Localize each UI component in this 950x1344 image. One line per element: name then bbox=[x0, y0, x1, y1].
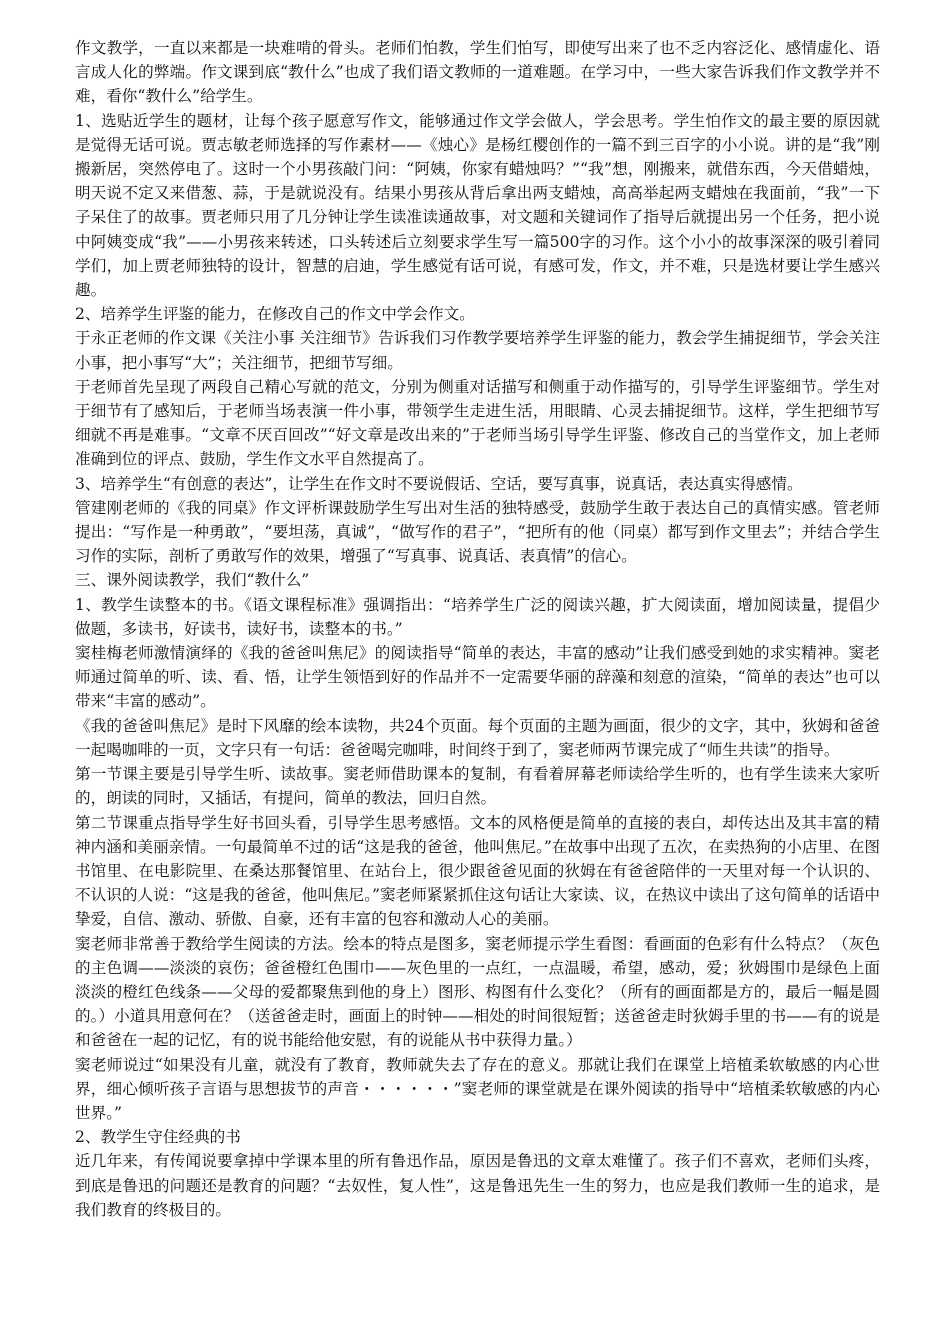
paragraph-yu-detail: 于老师首先呈现了两段自己精心写就的范文，分别为侧重对话描写和侧重于动作描写的，引导学生评鉴细节。学生对于细节有了感知后，于老师当场表演一件小事，带领学生走进生活，用眼睛、心灵去捕捉细节。这样，学生把细节写细就不再是难事。“文章不厌百回改”“好文章是改出来的”于老师当场引导学生评鉴、修改自己的当堂作文，加上老师准确到位的评点、鼓励，学生作文水平自然提高了。 bbox=[75, 377, 880, 469]
paragraph-dou-intro: 窦桂梅老师激情演绎的《我的爸爸叫焦尼》的阅读指导“简单的表达，丰富的感动”让我们感受到她的求实精神。窦老师通过简单的听、读、看、悟，让学生领悟到好的作品并不一定需要华丽的辞藻和刻意的渲染，“简单的表达”也可以带来“丰富的感动”。 bbox=[75, 644, 880, 711]
paragraph-yu-intro: 于永正老师的作文课《关注小事 关注细节》告诉我们习作教学要培养学生评鉴的能力，教会学生捕捉细节，学会关注小事，把小事写“大”；关注细节，把细节写细。 bbox=[75, 329, 880, 372]
paragraph-reading-1: 1、教学生读整本的书。《语文课程标准》强调指出：“培养学生广泛的阅读兴趣，扩大阅读面，增加阅读量，提倡少做题，多读书，好读书，读好书，读整本的书。” bbox=[75, 595, 880, 638]
paragraph-reading-method: 窦老师非常善于教给学生阅读的方法。绘本的特点是图多，窦老师提示学生看图：看画面的色彩有什么特点？（灰色的主色调——淡淡的哀伤；爸爸橙红色围巾——灰色里的一点红，一点温暖，希望，感动，爱；狄姆围巾是绿色上面淡淡的橙红色线条——父母的爱都聚焦到他的身上）图形、构图有什么变化？（所有的画面都是方的，最后一幅是圆的。）小道具用意何在？（送爸爸走时，画面上的时钟——相处的时间很短暂；送爸爸走时狄姆手里的书——有的说是和爸爸在一起的记忆，有的说书能给他安慰，有的说能从书中获得力量。） bbox=[75, 934, 880, 1050]
paragraph-intro: 作文教学，一直以来都是一块难啃的骨头。老师们怕教，学生们怕写，即使写出来了也不乏内容泛化、感情虚化、语言成人化的弊端。作文课到底“教什么”也成了我们语文教师的一道难题。在学习中，一些大家告诉我们作文教学并不难，看你“教什么”给学生。 bbox=[75, 39, 880, 106]
paragraph-lesson-2: 第二节课重点指导学生好书回头看，引导学生思考感悟。文本的风格便是简单的直接的表白，却传达出及其丰富的精神内涵和美丽亲情。一句最简单不过的话“这是我的爸爸，他叫焦尼。”在故事中出现了五次，在卖热狗的小店里、在图书馆里、在电影院里、在桑达那餐馆里、在站台上，很少跟爸爸见面的狄姆在有爸爸陪伴的一天里对每一个认识的、不认识的人说：“这是我的爸爸，他叫焦尼。”窦老师紧紧抓住这句话让大家读、议，在热议中读出了这句简单的话语中挚爱，自信、激动、骄傲、自豪，还有丰富的包容和激动人心的美丽。 bbox=[75, 813, 880, 929]
paragraph-reading-2-heading: 2、教学生守住经典的书 bbox=[75, 1128, 241, 1147]
document-body bbox=[75, 36, 880, 1222]
section-heading-3: 三、课外阅读教学，我们“教什么” bbox=[75, 571, 310, 590]
paragraph-point-2-heading: 2、培养学生评鉴的能力，在修改自己的作文中学会作文。 bbox=[75, 305, 475, 324]
paragraph-point-1: 1、选贴近学生的题材，让每个孩子愿意写作文，能够通过作文学会做人，学会思考。学生怕作文的最主要的原因就是觉得无话可说。贾志敏老师选择的写作素材——《烛心》是杨红樱创作的一篇不到三百字的小小说。讲的是“我”刚搬新居，突然停电了。这时一个小男孩敲门问：“阿姨，你家有蜡烛吗？”“我”想，刚搬来，就借东西，今天借蜡烛，明天说不定又来借葱、蒜，于是就说没有。结果小男孩从背后拿出两支蜡烛，高高举起两支蜡烛在我面前，“我”一下子呆住了的故事。贾老师只用了几分钟让学生读准读通故事，对文题和关键词作了指导后就提出另一个任务，把小说中阿姨变成“我”——小男孩来转述，口头转述后立刻要求学生写一篇500字的习作。这个小小的故事深深的吸引着同学们，加上贾老师独特的设计，智慧的启迪，学生感觉有话可说，有感可发，作文，并不难，只是选材要让学生感兴趣。 bbox=[75, 111, 880, 300]
paragraph-guan: 管建刚老师的《我的同桌》作文评析课鼓励学生写出对生活的独特感受，鼓励学生敢于表达自己的真情实感。管老师提出：“写作是一种勇敢”，“要坦荡，真诚”，“做写作的君子”，“把所有的他（同桌）都写到作文里去”；并结合学生习作的实际，剖析了勇敢写作的效果，增强了“写真事、说真话、表真情”的信心。 bbox=[75, 498, 880, 566]
paragraph-point-3-heading: 3、培养学生“有创意的表达”，让学生在作文时不要说假话、空话，要写真事，说真话，表达真实得感情。 bbox=[75, 474, 803, 493]
paragraph-lesson-1: 第一节课主要是引导学生听、读故事。窦老师借助课本的复制，有看着屏幕老师读给学生听的，也有学生读来大家听的，朗读的同时，又插话，有提问，简单的教法，回归自然。 bbox=[75, 765, 880, 808]
paragraph-luxun: 近几年来，有传闻说要拿掉中学课本里的所有鲁迅作品，原因是鲁迅的文章太难懂了。孩子们不喜欢，老师们头疼，到底是鲁迅的问题还是教育的问题？“去奴性，复人性”，这是鲁迅先生一生的努力，也应是我们教师一生的追求，是我们教育的终极目的。 bbox=[75, 1152, 880, 1219]
paragraph-dou-quote: 窦老师说过“如果没有儿童，就没有了教育，教师就失去了存在的意义。那就让我们在课堂上培植柔软敏感的内心世界，细心倾听孩子言语与思想拔节的声音・・・・・・”窦老师的课堂就是在课外阅读的指导中“培植柔软敏感的内心世界。” bbox=[75, 1055, 880, 1122]
paragraph-book-intro: 《我的爸爸叫焦尼》是时下风靡的绘本读物，共24个页面。每个页面的主题为画面，很少的文字，其中，狄姆和爸爸一起喝咖啡的一页，文字只有一句话：爸爸喝完咖啡，时间终于到了，窦老师两节课完成了“师生共读”的指导。 bbox=[75, 716, 880, 759]
